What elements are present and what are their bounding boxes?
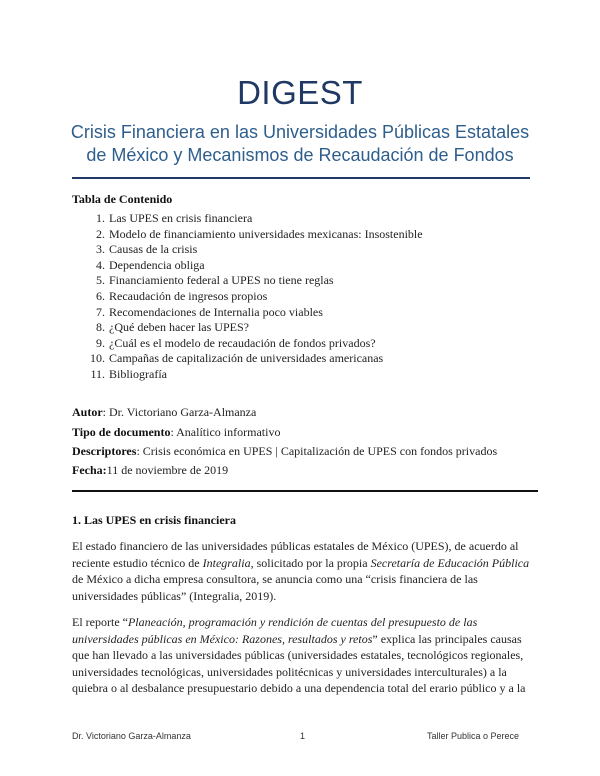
meta-date: Fecha:11 de noviembre de 2019 <box>72 463 229 477</box>
toc-item[interactable]: 5. Financiamiento federal a UPES no tiene reglas <box>96 273 334 288</box>
paragraph-line: universidades públicas en México: Razones, resultados y retos” explica las principales causas <box>72 631 522 646</box>
paragraph-2 <box>72 614 540 697</box>
meta-descriptors: Descriptores: Crisis económica en UPES | Capitalización de UPES con fondos privados <box>72 444 498 458</box>
table-of-contents <box>72 211 423 383</box>
toc-item[interactable]: 2. Modelo de financiamiento universidades mexicanas: Insostenible <box>96 226 423 241</box>
paragraph-line: universidades públicas” (Integralia, 2019). <box>72 588 277 603</box>
toc-item[interactable]: 8. ¿Qué deben hacer las UPES? <box>96 320 249 335</box>
toc-item[interactable]: 1. Las UPES en crisis financiera <box>96 211 253 225</box>
meta-document-type: Tipo de documento: Analítico informativo <box>72 425 281 439</box>
toc-heading: Tabla de Contenido <box>72 192 173 206</box>
paragraph-line: de México a dicha empresa consultora, se anuncia como una “crisis financiera de las <box>72 572 478 587</box>
paragraph-line: reciente estudio técnico de Integralia, solicitado por la propia Secretaría de Educación Pública <box>72 555 530 570</box>
toc-item[interactable]: 6. Recaudación de ingresos propios <box>96 288 268 303</box>
toc-item[interactable]: 4. Dependencia obliga <box>96 257 205 272</box>
meta-author: Autor: Dr. Victoriano Garza-Almanza <box>72 405 257 419</box>
document-title: DIGEST <box>237 74 363 111</box>
footer-workshop: Taller Publica o Perece <box>427 731 520 741</box>
paragraph-line: quiebra o al desbalance presupuestario debido a una dependencia total del erario público y a la <box>72 681 526 696</box>
section-divider <box>72 490 538 492</box>
paragraph-1 <box>72 538 540 604</box>
toc-item[interactable]: 3. Causas de la crisis <box>96 242 198 257</box>
paragraph-line: universidades tecnológicas, universidades politécnicas y universidades interculturales) a la <box>72 664 507 679</box>
toc-item[interactable]: 10. Campañas de capitalización de universidades americanas <box>90 351 384 366</box>
subtitle-line-1: Crisis Financiera en las Universidades Públicas Estatales <box>70 122 530 142</box>
paragraph-line: El reporte “Planeación, programación y rendición de cuentas del presupuesto de las <box>72 615 478 629</box>
toc-item[interactable]: 11. Bibliografía <box>90 366 167 381</box>
subtitle-line-2: de México y Mecanismos de Recaudación de Fondos <box>86 145 514 165</box>
footer-author: Dr. Victoriano Garza-Almanza <box>72 731 191 741</box>
toc-item[interactable]: 7. Recomendaciones de Internalia poco viables <box>96 304 323 319</box>
document-subtitle <box>60 121 540 167</box>
paragraph-line: El estado financiero de las universidades públicas estatales de México (UPES), de acuerdo al <box>72 539 519 553</box>
paragraph-line: que han llevado a las universidades públicas (universidades estatales, tecnológicos regionales, <box>72 648 524 663</box>
footer-page-number: 1 <box>300 731 306 741</box>
title-divider <box>72 177 530 179</box>
toc-item[interactable]: 9. ¿Cuál es el modelo de recaudación de fondos privados? <box>96 335 376 350</box>
section-heading: 1. Las UPES en crisis financiera <box>72 513 236 527</box>
